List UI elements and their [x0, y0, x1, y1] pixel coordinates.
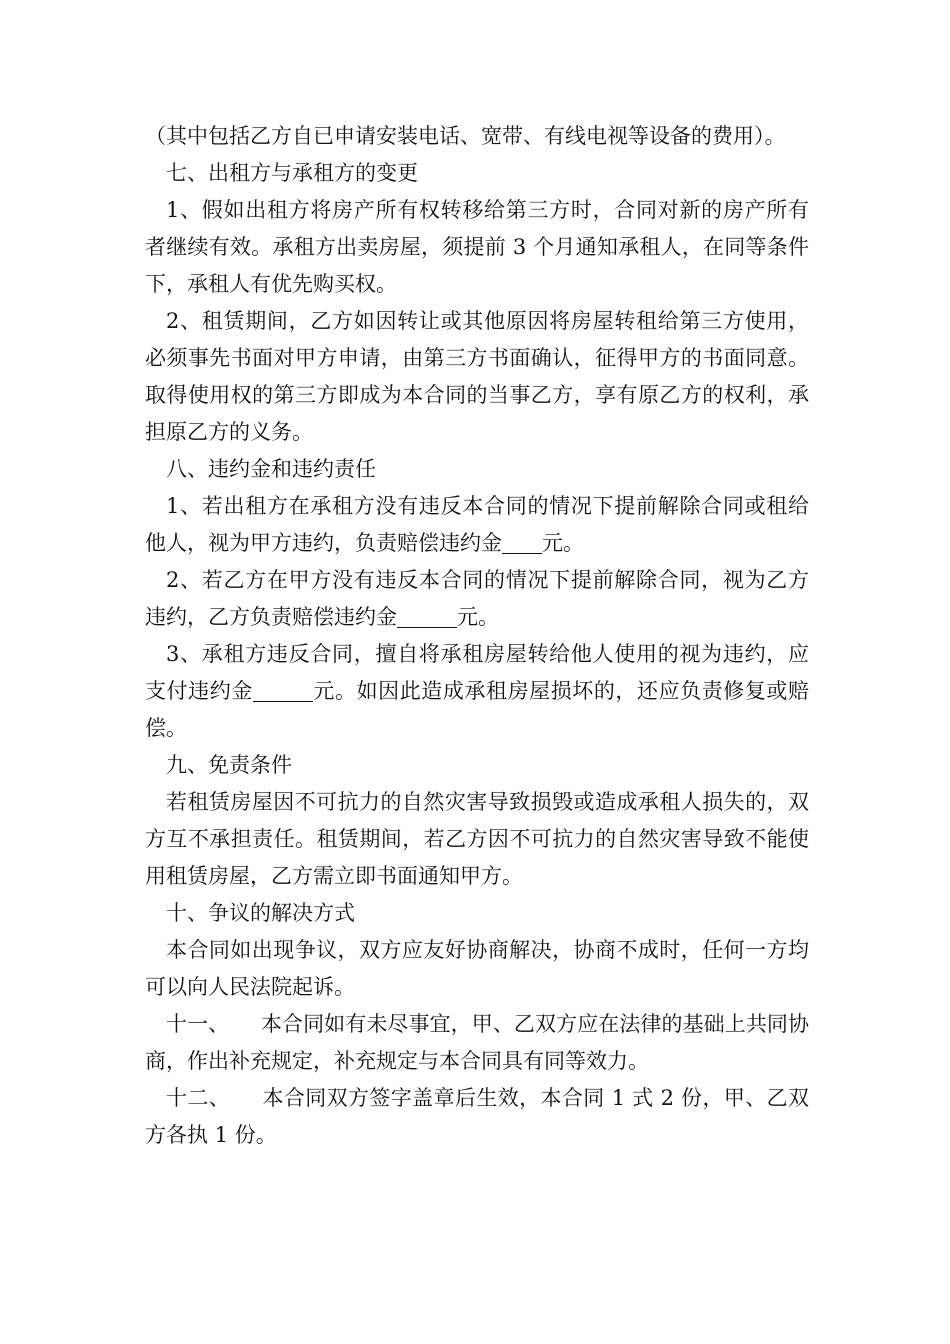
amount-blank: [397, 605, 457, 628]
amount-blank: [502, 531, 542, 554]
clause-10: 本合同如出现争议，双方应友好协商解决，协商不成时，任何一方均可以向人民法院起诉。: [145, 938, 809, 999]
clause-8-1: [145, 488, 809, 562]
clause-11: 十一、 本合同如有未尽事宜，甲、乙双方应在法律的基础上共同协商，作出补充规定，补充规定与本合同具有同等效力。: [145, 1012, 809, 1073]
clause-8-2: [145, 562, 809, 636]
clause-12: 十二、 本合同双方签字盖章后生效，本合同 1 式 2 份，甲、乙双方各执 1 份。: [145, 1086, 809, 1147]
clause-7-1: 1、假如出租方将房产所有权转移给第三方时，合同对新的房产所有者继续有效。承租方出卖房屋，须提前 3 个月通知承租人，在同等条件下，承租人有优先购买权。: [145, 198, 809, 296]
section-10-heading: 十、争议的解决方式: [166, 901, 355, 925]
clause-8-2-tail: 元。: [457, 605, 499, 629]
clause-8-3-text: 3、承租方违反合同，擅自将承租房屋转给他人使用的视为违约，应支付违约金: [145, 642, 809, 703]
clause-8-1-tail: 元。: [542, 531, 584, 555]
clause-7-2: 2、租赁期间，乙方如因转让或其他原因将房屋转租给第三方使用，必须事先书面对甲方申请，由第三方书面确认，征得甲方的书面同意。取得使用权的第三方即成为本合同的当事乙方，享有原乙方的权利，承担原乙方的义务。: [145, 309, 809, 444]
clause-8-3-tail: 元。如因此造成承租房屋损坏的，还应负责修复或赔偿。: [145, 679, 810, 740]
contract-body: [145, 118, 809, 1154]
section-8-heading: 八、违约金和违约责任: [166, 457, 376, 481]
section-9-heading: 九、免责条件: [166, 753, 292, 777]
fee-note-paragraph: （其中包括乙方自已申请安装电话、宽带、有线电视等设备的费用）。: [145, 124, 786, 148]
clause-8-1-text: 1、若出租方在承租方没有违反本合同的情况下提前解除合同或租给他人，视为甲方违约，负责赔偿违约金: [145, 494, 809, 555]
clause-8-3: [145, 636, 809, 747]
clause-9: 若租赁房屋因不可抗力的自然灾害导致损毁或造成承租人损失的，双方互不承担责任。租赁期间，若乙方因不可抗力的自然灾害导致不能使用租赁房屋，乙方需立即书面通知甲方。: [145, 790, 809, 888]
section-7-heading: 七、出租方与承租方的变更: [166, 161, 418, 185]
clause-8-2-text: 2、若乙方在甲方没有违反本合同的情况下提前解除合同，视为乙方违约，乙方负责赔偿违约金: [145, 568, 809, 629]
amount-blank: [253, 679, 313, 702]
